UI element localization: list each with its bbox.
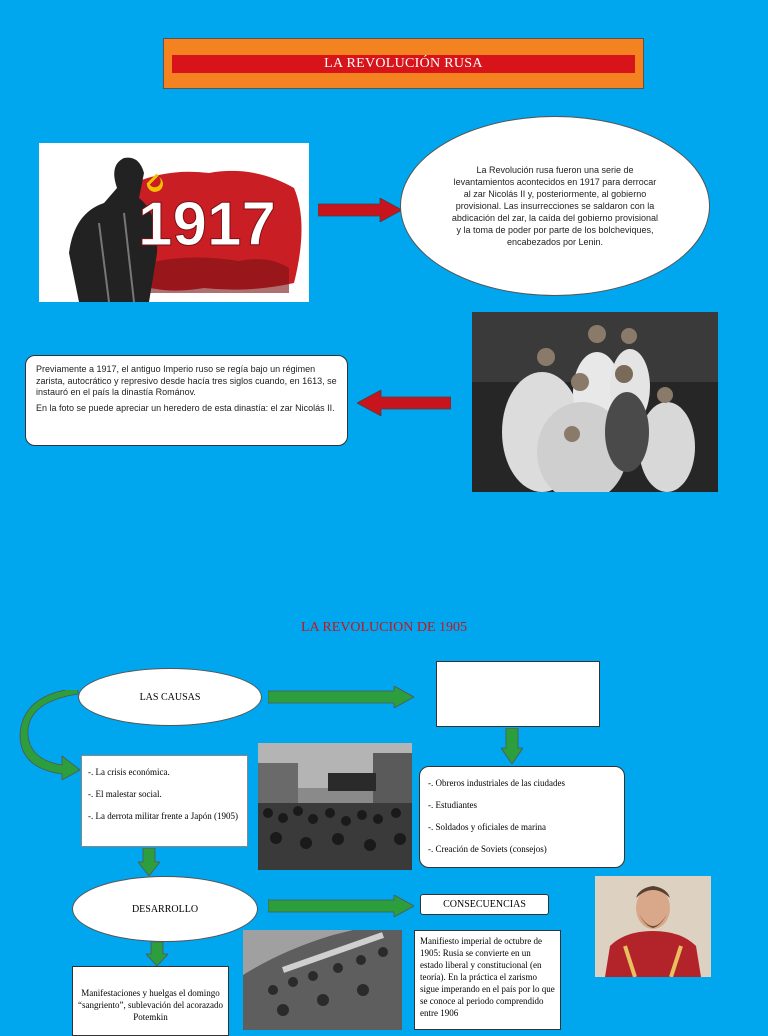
- romanov-paragraph-1: Previamente a 1917, el antiguo Imperio ruso se regía bajo un régimen zarista, autocrático y represivo desde hacía tres siglos cuando, en 1613, se instauró en el país la dinastía Románov.: [36, 364, 337, 397]
- list-item: -. Creación de Soviets (consejos): [428, 844, 547, 854]
- development-text: Manifestaciones y huelgas el domingo “sangriento”, sublevación del acorazado Potemkin: [78, 988, 223, 1022]
- arrow-right-icon: [268, 895, 414, 917]
- list-item: -. Estudiantes: [428, 800, 477, 810]
- causes-label: LAS CAUSAS: [139, 691, 201, 703]
- tsar-portrait-photo: [595, 876, 711, 977]
- potemkin-sailors-photo: [243, 930, 402, 1030]
- romanov-paragraph-2: En la foto se puede apreciar un heredero de esta dinastía: el zar Nicolás II.: [36, 402, 335, 413]
- list-item: -. Obreros industriales de las ciudades: [428, 778, 565, 788]
- list-item: -. La derrota militar frente a Japón (1905): [88, 811, 238, 821]
- consequences-label: CONSECUENCIAS: [420, 894, 549, 915]
- arrow-down-icon: [501, 728, 523, 764]
- arrow-left-icon: [357, 390, 451, 416]
- title-banner: [163, 38, 644, 89]
- list-item: -. La crisis económica.: [88, 767, 170, 777]
- romanov-text-box: [25, 355, 348, 446]
- arrow-right-icon: [318, 198, 402, 222]
- development-ellipse: [72, 876, 258, 942]
- development-label: DESARROLLO: [131, 903, 199, 915]
- section-1905-title: LA REVOLUCION DE 1905: [300, 620, 468, 635]
- crowd-protest-photo: [258, 743, 412, 870]
- development-text-box: [72, 966, 229, 1036]
- list-item: -. Soldados y oficiales de marina: [428, 822, 546, 832]
- list-item: -. El malestar social.: [88, 789, 162, 799]
- causes-ellipse: [78, 668, 262, 726]
- consequences-text-box: [414, 930, 561, 1030]
- arrow-down-icon: [138, 848, 160, 876]
- arrow-right-icon: [268, 686, 414, 708]
- empty-box: [436, 661, 600, 727]
- actors-list: [419, 766, 625, 868]
- poster-year-text: 1917: [138, 190, 276, 259]
- intro-text: La Revolución rusa fueron una serie de levantamientos acontecidos en 1917 para derrocar al zar Nicolás II y, posteriormente, al gobierno provisional. Las insurrecciones se saldaron con la abdicación del zar, la caída del gobierno provisional y la toma de poder por parte de los bolcheviques, encabezados por Lenin.: [451, 165, 659, 247]
- curved-arrow-icon: [18, 690, 84, 780]
- intro-ellipse: [400, 116, 710, 296]
- arrow-down-icon: [146, 942, 168, 966]
- poster-1917-image: [39, 143, 309, 302]
- causes-list: [81, 755, 248, 847]
- page-title: LA REVOLUCIÓN RUSA: [172, 55, 635, 73]
- consequences-text: Manifiesto imperial de octubre de 1905: Rusia se convierte en un estado liberal y constitucional (en teoría). En la práctica el zarismo sigue imperando en el país por lo que se conoce al periodo comprendido entre 1906: [420, 936, 555, 1018]
- romanov-family-photo: [472, 312, 718, 492]
